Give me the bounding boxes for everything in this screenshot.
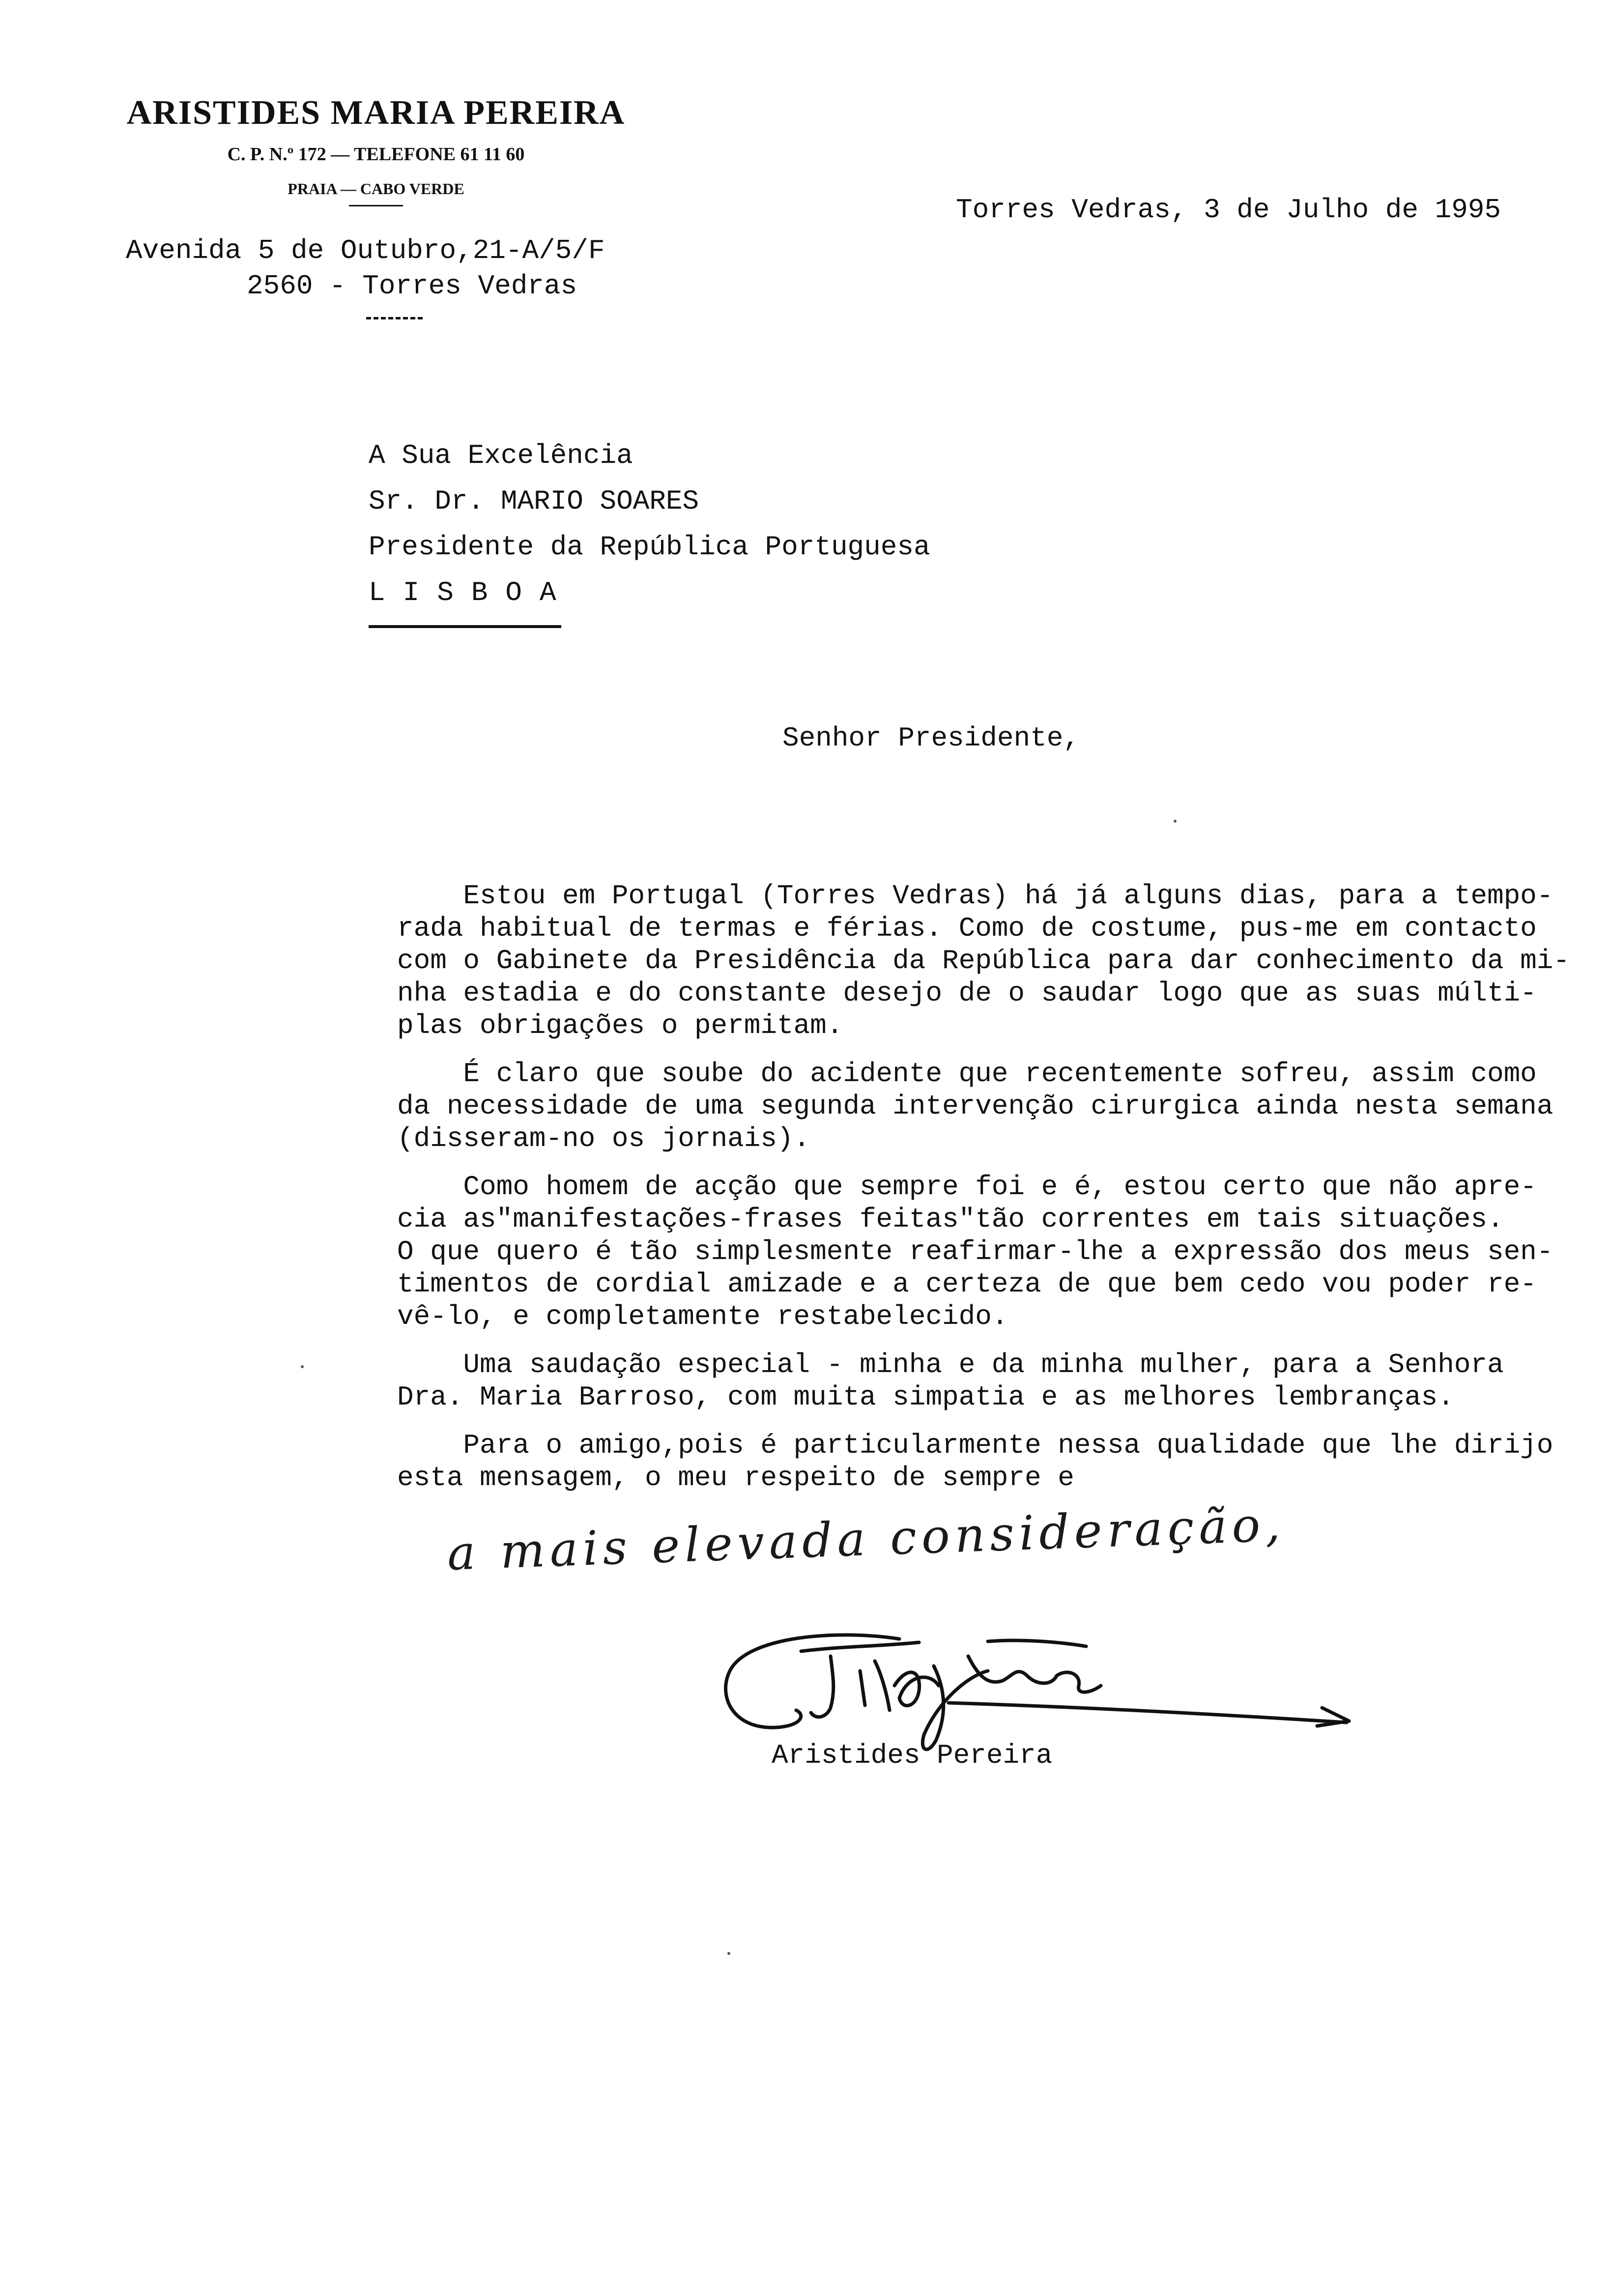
recipient-line-2: Sr. Dr. MARIO SOARES — [369, 486, 699, 517]
sender-address-line-1: Avenida 5 de Outubro,21-A/5/F — [126, 235, 605, 266]
body-line: da necessidade de uma segunda intervenção cirurgica ainda nesta semana — [397, 1091, 1554, 1122]
sender-address-underline — [366, 317, 423, 319]
body-paragraph-5 — [397, 1429, 1570, 1494]
body-paragraph-4 — [397, 1349, 1570, 1413]
recipient-line-3: Presidente da República Portuguesa — [369, 531, 930, 563]
letterhead — [118, 93, 634, 206]
body-line: rada habitual de termas e férias. Como de costume, pus-me em contacto — [397, 913, 1537, 944]
body-line: É claro que soube do acidente que recentemente sofreu, assim como — [397, 1058, 1537, 1090]
paper-speck — [727, 1952, 730, 1955]
salutation: Senhor Presidente, — [782, 722, 1080, 754]
letterhead-name: ARISTIDES MARIA PEREIRA — [126, 94, 626, 132]
letterhead-contact: C. P. N.º 172 — TELEFONE 61 11 60 — [227, 144, 525, 165]
paper-speck — [1174, 820, 1177, 823]
body-line: nha estadia e do constante desejo de o saudar logo que as suas múlti- — [397, 977, 1537, 1009]
body-paragraph-1 — [397, 880, 1570, 1042]
body-line: vê-lo, e completamente restabelecido. — [397, 1301, 1008, 1332]
body-line: plas obrigações o permitam. — [397, 1010, 843, 1041]
body-line: timentos de cordial amizade e a certeza de que bem cedo vou poder re- — [397, 1268, 1537, 1300]
body-line: Estou em Portugal (Torres Vedras) há já alguns dias, para a tempo- — [397, 880, 1554, 912]
recipient-city: LISBOA — [369, 577, 574, 608]
printed-signatory-name: Aristides Pereira — [772, 1740, 1053, 1771]
body-line: com o Gabinete da Presidência da República para dar conhecimento da mi- — [397, 945, 1570, 976]
recipient-block — [369, 440, 930, 623]
date-line: Torres Vedras, 3 de Julho de 1995 — [956, 194, 1501, 226]
recipient-line-1: A Sua Excelência — [369, 440, 633, 471]
letter-body — [397, 880, 1570, 1510]
body-line: Para o amigo,pois é particularmente nessa qualidade que lhe dirijo — [397, 1430, 1554, 1461]
recipient-city-underline — [369, 625, 561, 628]
body-paragraph-3 — [397, 1171, 1570, 1333]
letterhead-city: PRAIA — CABO VERDE — [288, 180, 464, 198]
sender-address-line-2: 2560 - Torres Vedras — [247, 270, 577, 302]
body-line: O que quero é tão simplesmente reafirmar-lhe a expressão dos meus sen- — [397, 1236, 1554, 1267]
body-line: Uma saudação especial - minha e da minha mulher, para a Senhora — [397, 1349, 1504, 1380]
body-line: Como homem de acção que sempre foi e é, estou certo que não apre- — [397, 1171, 1537, 1203]
body-line: cia as"manifestações-frases feitas"tão correntes em tais situações. — [397, 1204, 1504, 1235]
body-paragraph-2 — [397, 1058, 1570, 1155]
body-line: (disseram-no os jornais). — [397, 1123, 810, 1154]
letterhead-rule — [349, 205, 403, 206]
body-line: esta mensagem, o meu respeito de sempre e — [397, 1462, 1074, 1493]
handwritten-closing: a mais elevada consideração, — [446, 1496, 1286, 1581]
paper-speck — [301, 1365, 304, 1368]
body-line: Dra. Maria Barroso, com muita simpatia e as melhores lembranças. — [397, 1381, 1454, 1413]
